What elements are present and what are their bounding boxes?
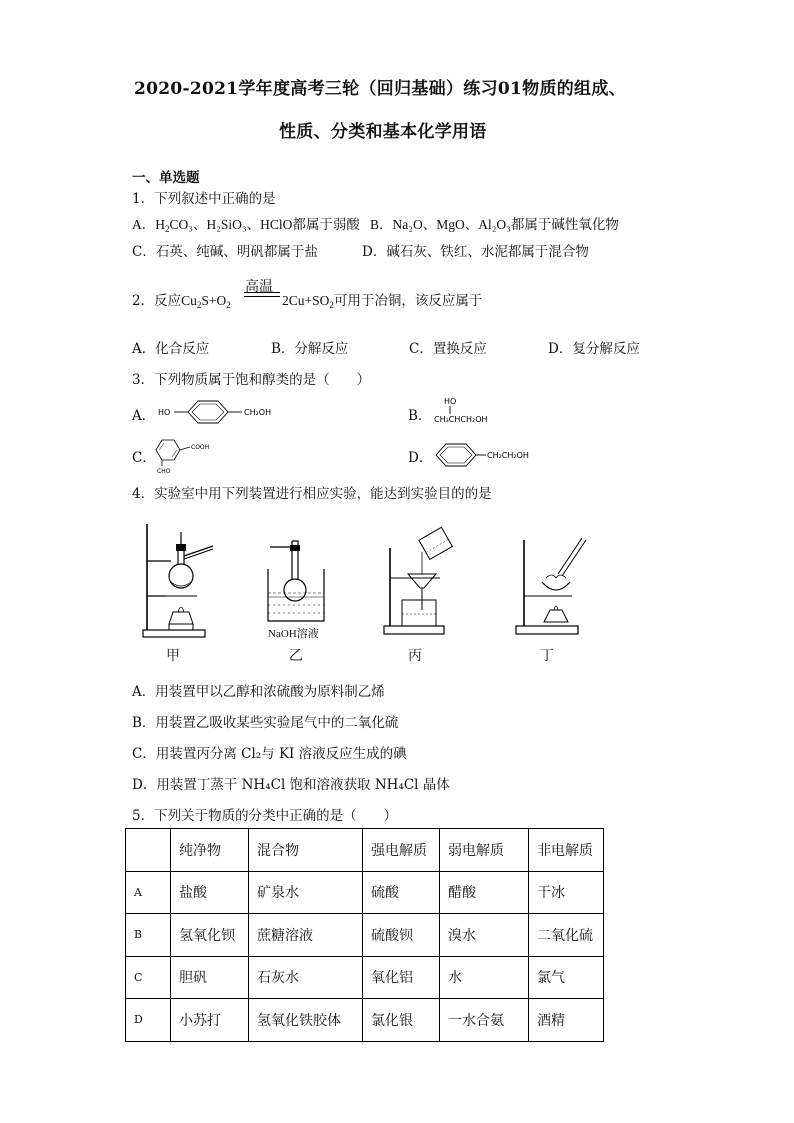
q3-option-d-label: D． [408, 450, 433, 466]
q3-option-a-structure [152, 394, 282, 430]
table-cell: 一水合氨 [440, 999, 529, 1042]
q4-option-a: A．用装置甲以乙醇和浓硫酸为原料制乙烯 [132, 684, 385, 700]
table-cell: 溴水 [440, 914, 529, 957]
table-cell: 醋酸 [440, 871, 529, 914]
q2-stem [132, 289, 231, 310]
q3-stem: 3．下列物质属于饱和醇类的是（ ） [132, 372, 371, 388]
apparatus-jia-label: 甲 [166, 648, 180, 664]
q3-a-ho-label: HO [158, 408, 171, 417]
q1-option-a-text: CO₃、H₂SiO₃、HClO都属于弱酸 [169, 217, 360, 232]
q3-a-ch2oh-label: CH₂OH [244, 408, 272, 417]
table-cell: 氢氧化钡 [171, 914, 249, 957]
q1-stem: 1．下列叙述中正确的是 [132, 191, 276, 207]
q2-reactants: $Cu_2S+O_2$ [181, 293, 231, 310]
apparatus-ding [512, 534, 592, 640]
q1-option-a-label: A．H [132, 217, 165, 232]
table-row [126, 871, 604, 914]
q2-reaction-arrow-top [244, 292, 280, 293]
q3-b-chain-label: CH₃CHCH₂OH [434, 415, 488, 424]
q2-prefix: 2．反应 [132, 293, 182, 309]
table-row [126, 999, 604, 1042]
apparatus-yi [262, 535, 332, 627]
table-cell: 干冰 [529, 871, 604, 914]
page-title-line1: 2020-2021学年度高考三轮（回归基础）练习01物质的组成、 [134, 79, 626, 99]
q1-option-d: D．碱石灰、铁红、水泥都属于混合物 [362, 244, 589, 260]
table-row [126, 956, 604, 999]
table-cell: B [126, 914, 171, 957]
table-cell: A [126, 871, 171, 914]
section-heading: 一、单选题 [132, 170, 200, 186]
q2-option-d: D．复分解反应 [548, 341, 640, 357]
table-header-cell: 纯净物 [171, 829, 249, 872]
q4-option-d: D．用装置丁蒸干 NH₄Cl 饱和溶液获取 NH₄Cl 晶体 [132, 777, 450, 793]
q3-option-a-label: A． [132, 408, 156, 424]
q3-b-ho-label: HO [444, 397, 457, 406]
page-title-line2: 性质、分类和基本化学用语 [279, 122, 487, 142]
q3-option-c-structure [150, 436, 230, 476]
classification-table [125, 828, 604, 1042]
table-header-cell: 非电解质 [529, 829, 604, 872]
apparatus-yi-naoh-label: NaOH溶液 [268, 628, 319, 640]
table-cell: 硫酸钡 [363, 914, 440, 957]
table-header-cell [126, 829, 171, 872]
table-header-row [126, 829, 604, 872]
q2-option-c: C．置换反应 [409, 341, 487, 357]
table-cell: 胆矾 [171, 956, 249, 999]
q3-option-d-structure [430, 437, 550, 473]
q3-c-cooh-label: COOH [191, 444, 210, 451]
table-cell: 氧化铝 [363, 956, 440, 999]
table-cell: 氯气 [529, 956, 604, 999]
q3-option-b-structure [430, 393, 540, 429]
q1-option-a: A．$H_2CO_3$、H₂SiO₃、HClO都属于弱酸 [132, 217, 360, 234]
table-header-cell: 混合物 [249, 829, 363, 872]
q3-d-chain-label: CH₂CH₂OH [487, 451, 529, 460]
q3-option-b-label: B． [408, 408, 432, 424]
apparatus-bing-label: 丙 [408, 648, 422, 664]
q2-reaction-arrow-bottom [244, 296, 280, 297]
table-cell: 氯化银 [363, 999, 440, 1042]
q1-option-c: C．石英、纯碱、明矾都属于盐 [132, 244, 318, 260]
table-cell: 酒精 [529, 999, 604, 1042]
table-cell: 氢氧化铁胶体 [249, 999, 363, 1042]
q2-condition: 高温 [245, 279, 273, 295]
table-cell: 小苏打 [171, 999, 249, 1042]
table-cell: C [126, 956, 171, 999]
table-cell: 蔗糖溶液 [249, 914, 363, 957]
table-cell: 二氧化硫 [529, 914, 604, 957]
table-cell: 水 [440, 956, 529, 999]
table-row [126, 914, 604, 957]
table-cell: 石灰水 [249, 956, 363, 999]
q2-option-a: A．化合反应 [132, 341, 210, 357]
apparatus-bing [380, 526, 460, 642]
table-header-cell: 弱电解质 [440, 829, 529, 872]
q2-suffix: 可用于冶铜，该反应属于 [333, 293, 483, 309]
q2-products-line [282, 289, 482, 310]
q4-option-c: C．用装置丙分离 Cl₂与 KI 溶液反应生成的碘 [132, 746, 407, 762]
q3-c-cho-label: CHO [157, 468, 171, 475]
table-header-cell: 强电解质 [363, 829, 440, 872]
q3-option-c-label: C． [132, 450, 156, 466]
table-cell: 硫酸 [363, 871, 440, 914]
apparatus-ding-label: 丁 [540, 648, 554, 664]
table-cell: 矿泉水 [249, 871, 363, 914]
table-cell: 盐酸 [171, 871, 249, 914]
q4-stem: 4．实验室中用下列装置进行相应实验，能达到实验目的的是 [132, 486, 492, 502]
apparatus-jia [135, 516, 225, 644]
table-cell: D [126, 999, 171, 1042]
q1-option-b: B．Na₂O、MgO、Al₂O₃都属于碱性氧化物 [370, 217, 619, 232]
apparatus-yi-label: 乙 [289, 648, 303, 664]
q5-stem: 5．下列关于物质的分类中正确的是（ ） [132, 808, 398, 824]
q2-option-b: B．分解反应 [271, 341, 349, 357]
q4-option-b: B．用装置乙吸收某些实验尾气中的二氧化硫 [132, 715, 399, 731]
q2-products: $2Cu+SO_2$ [282, 293, 334, 310]
